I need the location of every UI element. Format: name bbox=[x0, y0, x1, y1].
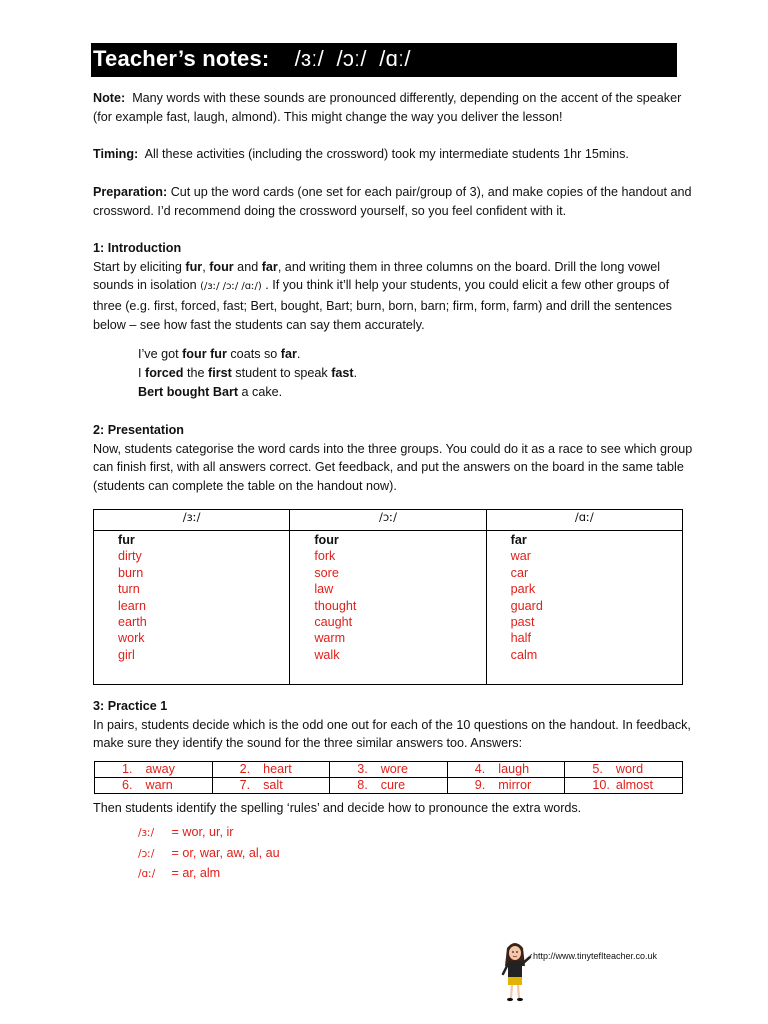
example-sentence-3 bbox=[138, 383, 357, 402]
table-word: turn bbox=[118, 582, 140, 597]
column-head-word: fur bbox=[118, 533, 135, 547]
answer-cell bbox=[565, 778, 683, 794]
answer-word: heart bbox=[263, 762, 292, 776]
sentence-text: coats so bbox=[226, 347, 281, 361]
rule-text: = ar, alm bbox=[171, 866, 221, 880]
answer-word: cure bbox=[380, 778, 406, 792]
rule-symbol: /ɜː/ bbox=[138, 827, 155, 839]
intro-text-c: and bbox=[233, 259, 262, 274]
sentence-bold: first bbox=[208, 365, 232, 380]
practice-heading: 3: Practice 1 bbox=[93, 699, 168, 713]
title-sound-2: /ɔː/ bbox=[336, 46, 367, 71]
note-text: Many words with these sounds are pronounced differently, depending on the accent of the speaker (for example fast, laugh, almond). This might change the way you deliver the lesson! bbox=[93, 91, 682, 124]
sentence-text: I’ve got bbox=[138, 347, 183, 361]
answer-word: word bbox=[615, 762, 644, 776]
table-word: caught bbox=[314, 615, 353, 630]
intro-heading: 1: Introduction bbox=[93, 241, 182, 255]
column-head-word: four bbox=[314, 533, 339, 547]
table-word: law bbox=[314, 582, 334, 597]
table-column-or bbox=[290, 531, 486, 685]
table-word: car bbox=[510, 565, 529, 580]
answers-row bbox=[95, 778, 683, 794]
sentence-text: a cake. bbox=[238, 384, 283, 399]
intro-text-a: Start by eliciting bbox=[93, 259, 186, 274]
table-header: /ɜː/ bbox=[94, 510, 290, 531]
intro-word-fur: fur bbox=[185, 259, 203, 274]
teacher-figure-icon bbox=[498, 940, 532, 1002]
intro-section bbox=[93, 239, 693, 335]
answer-number: 4. bbox=[474, 762, 486, 776]
rule-row bbox=[138, 864, 280, 885]
spelling-rules-intro: Then students identify the spelling ‘rules’ and decide how to pronounce the extra words. bbox=[93, 801, 582, 815]
table-column-ar bbox=[486, 531, 682, 685]
sentence-text: I bbox=[138, 365, 145, 380]
note-paragraph bbox=[93, 89, 693, 126]
rule-text: = or, war, aw, al, au bbox=[171, 845, 280, 860]
table-header: /ɑː/ bbox=[486, 510, 682, 531]
answer-word: wore bbox=[380, 762, 408, 776]
answer-number: 1. bbox=[122, 762, 133, 776]
answer-number: 3. bbox=[357, 762, 368, 776]
answer-number: 8. bbox=[357, 778, 368, 792]
title-sound-1: /ɜː/ bbox=[294, 46, 324, 71]
answer-number: 10. bbox=[592, 778, 610, 792]
intro-ipa: (/ɜː/ /ɔː/ /ɑː/) bbox=[200, 281, 262, 293]
presentation-section bbox=[93, 421, 693, 496]
answers-table bbox=[94, 761, 683, 794]
presentation-heading: 2: Presentation bbox=[93, 423, 184, 437]
presentation-text: Now, students categorise the word cards into the three groups. You could do it as a race to see which group can finish first, with all answers correct. Get feedback, and put the answers on the board in the same table (students can complete the table on the handout now). bbox=[93, 441, 693, 494]
page-title bbox=[91, 43, 677, 77]
answer-word: salt bbox=[263, 778, 283, 792]
example-sentences bbox=[138, 345, 357, 401]
timing-text: All these activities (including the crossword) took my intermediate students 1hr 15mins. bbox=[144, 147, 629, 161]
example-sentence-2 bbox=[138, 364, 357, 383]
answers-row bbox=[95, 762, 683, 778]
table-word: park bbox=[510, 582, 536, 597]
intro-word-four: four bbox=[209, 259, 234, 274]
table-word: thought bbox=[314, 598, 357, 613]
table-word: calm bbox=[510, 647, 538, 662]
table-word: dirty bbox=[118, 549, 142, 564]
sentence-text: student to speak bbox=[231, 365, 332, 380]
answer-cell bbox=[212, 778, 330, 794]
intro-text-d: , and writing them in three columns on the board. Drill the long vowel sounds in isolation bbox=[93, 259, 661, 293]
column-head-word: far bbox=[510, 533, 527, 547]
rule-symbol: /ɔː/ bbox=[138, 847, 155, 860]
answer-cell bbox=[565, 762, 683, 778]
table-word: past bbox=[510, 615, 535, 630]
practice-text: In pairs, students decide which is the odd one out for each of the 10 questions on the handout. In feedback, make sure they identify the sound for the three similar answers too. Answers: bbox=[93, 717, 691, 751]
rule-text: = wor, ur, ir bbox=[171, 825, 234, 839]
spelling-rules bbox=[138, 823, 280, 885]
note-label: Note: bbox=[93, 91, 126, 105]
answer-number: 9. bbox=[474, 778, 486, 792]
preparation-label: Preparation: bbox=[93, 185, 168, 199]
table-word: war bbox=[510, 549, 531, 564]
answer-cell bbox=[447, 778, 565, 794]
sentence-text: . bbox=[353, 365, 358, 380]
sentence-bold: forced bbox=[145, 365, 184, 380]
table-word: half bbox=[510, 631, 531, 646]
answer-cell bbox=[95, 762, 213, 778]
table-word: work bbox=[118, 631, 145, 646]
sentence-bold: four fur bbox=[182, 347, 227, 361]
intro-text-b: , bbox=[202, 259, 210, 274]
table-word: walk bbox=[314, 647, 340, 662]
table-word: sore bbox=[314, 565, 339, 580]
timing-paragraph bbox=[93, 145, 693, 164]
rule-symbol: /ɑː/ bbox=[138, 868, 156, 880]
title-prefix: Teacher’s notes: bbox=[93, 46, 270, 71]
preparation-text: Cut up the word cards (one set for each pair/group of 3), and make copies of the handout and crossword. I’d recommend doing the crossword yourself, so you feel confident with it. bbox=[93, 185, 692, 218]
table-word: earth bbox=[118, 615, 147, 630]
answer-number: 2. bbox=[239, 762, 251, 776]
preparation-paragraph bbox=[93, 183, 693, 220]
table-word: warm bbox=[314, 631, 346, 646]
answer-number: 5. bbox=[592, 762, 603, 776]
answer-word: warn bbox=[145, 778, 173, 792]
sentence-text: the bbox=[183, 365, 209, 380]
answer-cell bbox=[447, 762, 565, 778]
rule-row bbox=[138, 844, 280, 865]
table-column-er bbox=[94, 531, 290, 685]
table-word: fork bbox=[314, 549, 336, 564]
practice-section bbox=[93, 697, 693, 753]
sentence-bold: Bert bought Bart bbox=[138, 384, 239, 399]
answer-word: mirror bbox=[498, 778, 532, 792]
answer-number: 6. bbox=[122, 778, 133, 792]
answer-cell bbox=[212, 762, 330, 778]
answer-word: almost bbox=[615, 778, 653, 792]
intro-word-far: far bbox=[261, 259, 278, 274]
example-sentence-1 bbox=[138, 345, 357, 364]
answer-cell bbox=[330, 778, 448, 794]
table-word: burn bbox=[118, 565, 144, 580]
table-word: girl bbox=[118, 647, 135, 662]
sound-table bbox=[93, 509, 683, 685]
intro-text-e: . If you think it’ll help your students, you could elicit a few other groups of three (e.g. first, forced, fast; Bert, bought, Bart; burn, born, barn; firm, form, farm) and drill the sentences below – see how fast the students can say them accurately. bbox=[93, 278, 672, 332]
footer-url: http://www.tinytefIteacher.co.uk bbox=[533, 951, 658, 961]
table-header: /ɔː/ bbox=[290, 510, 486, 531]
timing-label: Timing: bbox=[93, 147, 139, 161]
table-word: guard bbox=[510, 598, 543, 613]
answer-number: 7. bbox=[239, 778, 251, 792]
title-sound-3: /ɑː/ bbox=[379, 46, 411, 71]
answer-word: away bbox=[145, 762, 175, 776]
table-word: learn bbox=[118, 598, 147, 613]
answer-word: laugh bbox=[498, 762, 530, 776]
sentence-text: . bbox=[296, 347, 301, 361]
sentence-bold: far bbox=[280, 347, 297, 361]
answer-cell bbox=[330, 762, 448, 778]
answer-cell bbox=[95, 778, 213, 794]
sentence-bold: fast bbox=[331, 365, 354, 380]
rule-row bbox=[138, 823, 280, 844]
